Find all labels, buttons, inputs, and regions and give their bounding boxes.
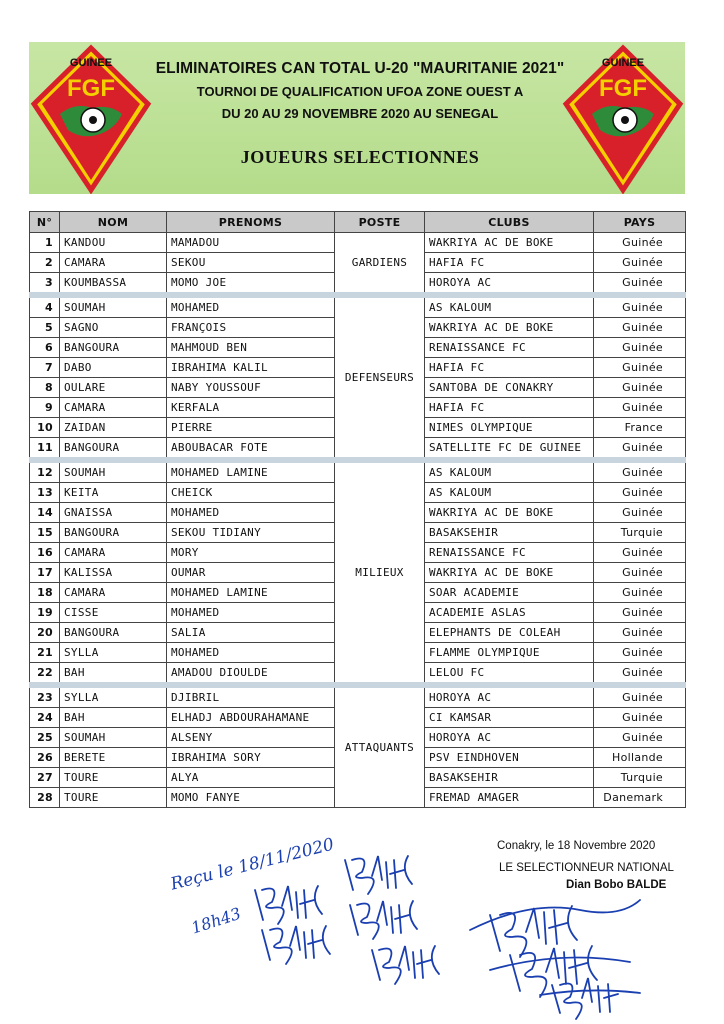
- player-number: 21: [30, 643, 60, 663]
- player-club: HOROYA AC: [425, 273, 594, 296]
- player-club: ELEPHANTS DE COLEAH: [425, 623, 594, 643]
- header-pays: PAYS: [594, 212, 686, 233]
- player-country: Guinée: [594, 543, 686, 563]
- player-first-names: KERFALA: [167, 398, 335, 418]
- player-last-name: KEITA: [60, 483, 167, 503]
- player-number: 4: [30, 295, 60, 318]
- position-group: ATTAQUANTS: [335, 685, 425, 808]
- header-poste: POSTE: [335, 212, 425, 233]
- table-row: [30, 685, 686, 708]
- player-number: 5: [30, 318, 60, 338]
- player-last-name: BANGOURA: [60, 438, 167, 461]
- player-number: 23: [30, 685, 60, 708]
- player-first-names: SALIA: [167, 623, 335, 643]
- player-first-names: IBRAHIMA SORY: [167, 748, 335, 768]
- player-country: Guinée: [594, 253, 686, 273]
- player-last-name: TOURE: [60, 788, 167, 808]
- player-country: Guinée: [594, 273, 686, 296]
- player-number: 3: [30, 273, 60, 296]
- player-last-name: SAGNO: [60, 318, 167, 338]
- player-first-names: MOHAMED: [167, 643, 335, 663]
- player-last-name: DABO: [60, 358, 167, 378]
- player-club: AS KALOUM: [425, 483, 594, 503]
- player-club: BASAKSEHIR: [425, 768, 594, 788]
- player-first-names: MOMO JOE: [167, 273, 335, 296]
- player-last-name: SOUMAH: [60, 728, 167, 748]
- table-row: [30, 460, 686, 483]
- player-last-name: CAMARA: [60, 583, 167, 603]
- header-dates: DU 20 AU 29 NOVEMBRE 2020 AU SENEGAL: [221, 106, 499, 121]
- player-club: WAKRIYA AC DE BOKE: [425, 503, 594, 523]
- player-last-name: KOUMBASSA: [60, 273, 167, 296]
- player-club: HAFIA FC: [425, 398, 594, 418]
- player-country: Guinée: [594, 338, 686, 358]
- player-first-names: MAHMOUD BEN: [167, 338, 335, 358]
- player-number: 25: [30, 728, 60, 748]
- player-club: CI KAMSAR: [425, 708, 594, 728]
- player-country: Guinée: [594, 358, 686, 378]
- player-last-name: ZAIDAN: [60, 418, 167, 438]
- player-first-names: OUMAR: [167, 563, 335, 583]
- player-first-names: AMADOU DIOULDE: [167, 663, 335, 686]
- player-number: 16: [30, 543, 60, 563]
- player-country: Guinée: [594, 460, 686, 483]
- player-club: ACADEMIE ASLAS: [425, 603, 594, 623]
- player-country: Guinée: [594, 438, 686, 461]
- player-number: 11: [30, 438, 60, 461]
- player-country: Turquie: [594, 523, 686, 543]
- player-club: WAKRIYA AC DE BOKE: [425, 318, 594, 338]
- svg-text:GUINEE: GUINEE: [69, 57, 113, 69]
- header-prenoms: PRENOMS: [167, 212, 335, 233]
- player-number: 15: [30, 523, 60, 543]
- player-country: Turquie: [594, 768, 686, 788]
- player-club: RENAISSANCE FC: [425, 543, 594, 563]
- player-first-names: SEKOU TIDIANY: [167, 523, 335, 543]
- player-club: SANTOBA DE CONAKRY: [425, 378, 594, 398]
- player-first-names: DJIBRIL: [167, 685, 335, 708]
- player-country: Guinée: [594, 398, 686, 418]
- header-nom: NOM: [60, 212, 167, 233]
- player-number: 26: [30, 748, 60, 768]
- player-country: Guinée: [594, 663, 686, 686]
- player-country: Guinée: [594, 378, 686, 398]
- section-title: JOUEURS SELECTIONNES: [240, 147, 480, 167]
- coach-role: LE SELECTIONNEUR NATIONAL: [499, 862, 674, 874]
- player-first-names: MOMO FANYE: [167, 788, 335, 808]
- players-table-body: [30, 233, 686, 808]
- player-country: Guinée: [594, 233, 686, 253]
- player-number: 27: [30, 768, 60, 788]
- place-date: Conakry, le 18 Novembre 2020: [497, 840, 656, 852]
- svg-text:Reçu le 18/11/2020: Reçu le 18/11/2020: [168, 834, 337, 895]
- player-first-names: MOHAMED: [167, 295, 335, 318]
- player-last-name: BANGOURA: [60, 523, 167, 543]
- player-last-name: BERETE: [60, 748, 167, 768]
- player-club: SOAR ACADEMIE: [425, 583, 594, 603]
- player-club: AS KALOUM: [425, 460, 594, 483]
- player-last-name: SYLLA: [60, 643, 167, 663]
- player-number: 28: [30, 788, 60, 808]
- player-club: HAFIA FC: [425, 253, 594, 273]
- player-first-names: NABY YOUSSOUF: [167, 378, 335, 398]
- player-country: Guinée: [594, 503, 686, 523]
- header-num: N°: [30, 212, 60, 233]
- player-last-name: OULARE: [60, 378, 167, 398]
- player-first-names: CHEICK: [167, 483, 335, 503]
- player-last-name: SYLLA: [60, 685, 167, 708]
- player-club: FREMAD AMAGER: [425, 788, 594, 808]
- player-last-name: BANGOURA: [60, 338, 167, 358]
- player-number: 7: [30, 358, 60, 378]
- player-number: 10: [30, 418, 60, 438]
- player-country: Guinée: [594, 483, 686, 503]
- player-number: 17: [30, 563, 60, 583]
- player-number: 9: [30, 398, 60, 418]
- player-club: HOROYA AC: [425, 685, 594, 708]
- player-country: Hollande: [594, 748, 686, 768]
- player-club: BASAKSEHIR: [425, 523, 594, 543]
- player-country: Guinée: [594, 318, 686, 338]
- player-last-name: CAMARA: [60, 398, 167, 418]
- player-club: PSV EINDHOVEN: [425, 748, 594, 768]
- player-country: Guinée: [594, 708, 686, 728]
- player-first-names: IBRAHIMA KALIL: [167, 358, 335, 378]
- player-last-name: CISSE: [60, 603, 167, 623]
- player-first-names: ALYA: [167, 768, 335, 788]
- player-number: 8: [30, 378, 60, 398]
- player-club: RENAISSANCE FC: [425, 338, 594, 358]
- player-first-names: PIERRE: [167, 418, 335, 438]
- player-last-name: GNAISSA: [60, 503, 167, 523]
- player-first-names: MOHAMED LAMINE: [167, 583, 335, 603]
- table-row: [30, 295, 686, 318]
- player-country: Guinée: [594, 563, 686, 583]
- player-country: Guinée: [594, 603, 686, 623]
- player-last-name: BANGOURA: [60, 623, 167, 643]
- fgf-logo-right: [562, 44, 684, 194]
- player-first-names: FRANÇOIS: [167, 318, 335, 338]
- player-number: 18: [30, 583, 60, 603]
- player-first-names: ELHADJ ABDOURAHAMANE: [167, 708, 335, 728]
- player-country: Guinée: [594, 583, 686, 603]
- player-club: SATELLITE FC DE GUINEE: [425, 438, 594, 461]
- svg-text:FGF: FGF: [599, 75, 647, 102]
- position-group: GARDIENS: [335, 233, 425, 296]
- handwritten-signatures: [0, 820, 724, 1024]
- player-country: Guinée: [594, 643, 686, 663]
- player-club: HAFIA FC: [425, 358, 594, 378]
- player-country: France: [594, 418, 686, 438]
- fgf-logo-left: [30, 44, 152, 194]
- player-number: 19: [30, 603, 60, 623]
- player-country: Guinée: [594, 728, 686, 748]
- header-subtitle: TOURNOI DE QUALIFICATION UFOA ZONE OUEST A: [196, 84, 524, 99]
- player-last-name: TOURE: [60, 768, 167, 788]
- coach-name: Dian Bobo BALDE: [566, 879, 667, 891]
- player-number: 12: [30, 460, 60, 483]
- player-club: LELOU FC: [425, 663, 594, 686]
- player-last-name: SOUMAH: [60, 295, 167, 318]
- position-group: DEFENSEURS: [335, 295, 425, 460]
- player-country: Danemark: [594, 788, 686, 808]
- player-number: 6: [30, 338, 60, 358]
- player-first-names: SEKOU: [167, 253, 335, 273]
- svg-text:18h43: 18h43: [188, 903, 244, 938]
- player-club: WAKRIYA AC DE BOKE: [425, 233, 594, 253]
- player-country: Guinée: [594, 623, 686, 643]
- player-club: HOROYA AC: [425, 728, 594, 748]
- player-number: 24: [30, 708, 60, 728]
- player-number: 1: [30, 233, 60, 253]
- player-first-names: MOHAMED: [167, 603, 335, 623]
- player-last-name: KALISSA: [60, 563, 167, 583]
- player-first-names: MOHAMED: [167, 503, 335, 523]
- player-last-name: BAH: [60, 663, 167, 686]
- player-club: WAKRIYA AC DE BOKE: [425, 563, 594, 583]
- player-last-name: CAMARA: [60, 253, 167, 273]
- player-first-names: ABOUBACAR FOTE: [167, 438, 335, 461]
- player-club: FLAMME OLYMPIQUE: [425, 643, 594, 663]
- header-clubs: CLUBS: [425, 212, 594, 233]
- player-first-names: MOHAMED LAMINE: [167, 460, 335, 483]
- player-first-names: MAMADOU: [167, 233, 335, 253]
- header-title: ELIMINATOIRES CAN TOTAL U-20 "MAURITANIE 2021": [155, 60, 565, 77]
- svg-text:GUINEE: GUINEE: [601, 57, 645, 69]
- players-table: [29, 211, 686, 808]
- player-first-names: MORY: [167, 543, 335, 563]
- player-number: 13: [30, 483, 60, 503]
- player-number: 2: [30, 253, 60, 273]
- player-country: Guinée: [594, 295, 686, 318]
- player-last-name: BAH: [60, 708, 167, 728]
- player-club: NIMES OLYMPIQUE: [425, 418, 594, 438]
- player-last-name: SOUMAH: [60, 460, 167, 483]
- player-number: 20: [30, 623, 60, 643]
- player-club: AS KALOUM: [425, 295, 594, 318]
- svg-text:FGF: FGF: [67, 75, 115, 102]
- player-number: 14: [30, 503, 60, 523]
- table-header-row: [30, 212, 686, 233]
- player-last-name: CAMARA: [60, 543, 167, 563]
- player-last-name: KANDOU: [60, 233, 167, 253]
- player-number: 22: [30, 663, 60, 686]
- table-row: [30, 233, 686, 253]
- player-first-names: ALSENY: [167, 728, 335, 748]
- position-group: MILIEUX: [335, 460, 425, 685]
- player-country: Guinée: [594, 685, 686, 708]
